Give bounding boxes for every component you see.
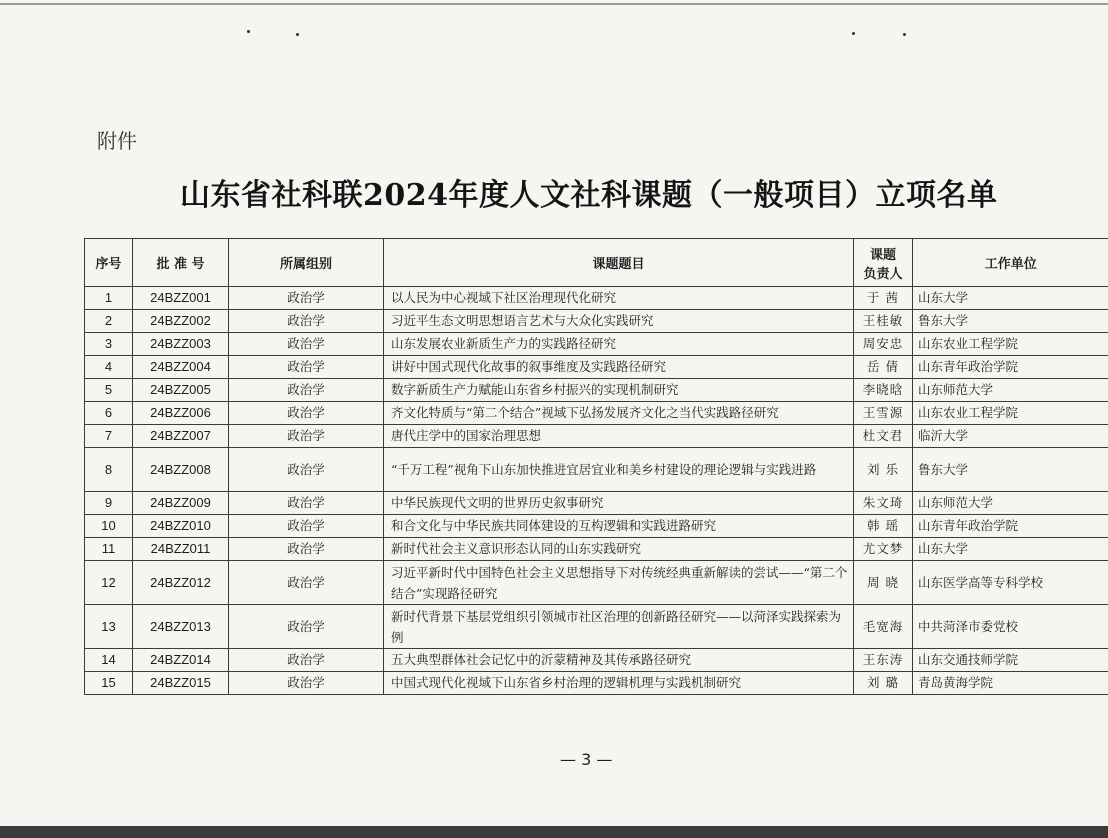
row-seq: 7 bbox=[85, 425, 133, 448]
row-leader: 李晓晗 bbox=[854, 379, 913, 402]
document-title: 山东省社科联2024年度人文社科课题（一般项目）立项名单 bbox=[180, 178, 998, 213]
row-code: 24BZZ014 bbox=[133, 649, 229, 672]
row-unit: 山东师范大学 bbox=[913, 492, 1108, 515]
row-code: 24BZZ001 bbox=[133, 287, 229, 310]
row-code: 24BZZ015 bbox=[133, 672, 229, 695]
row-unit: 鲁东大学 bbox=[913, 448, 1108, 492]
table-row bbox=[85, 649, 1108, 672]
row-group: 政治学 bbox=[229, 448, 384, 492]
header-topic: 课题题目 bbox=[384, 239, 854, 287]
row-seq: 8 bbox=[85, 448, 133, 492]
header-code: 批 准 号 bbox=[133, 239, 229, 287]
row-group: 政治学 bbox=[229, 649, 384, 672]
table-row bbox=[85, 561, 1108, 605]
scan-bottom-edge bbox=[0, 826, 1108, 838]
attachment-label: 附件 bbox=[97, 129, 137, 153]
row-code: 24BZZ012 bbox=[133, 561, 229, 605]
row-unit: 中共菏泽市委党校 bbox=[913, 605, 1108, 649]
row-seq: 13 bbox=[85, 605, 133, 649]
row-seq: 11 bbox=[85, 538, 133, 561]
table-row bbox=[85, 379, 1108, 402]
row-unit: 山东青年政治学院 bbox=[913, 356, 1108, 379]
row-seq: 6 bbox=[85, 402, 133, 425]
row-code: 24BZZ002 bbox=[133, 310, 229, 333]
row-seq: 3 bbox=[85, 333, 133, 356]
row-group: 政治学 bbox=[229, 425, 384, 448]
row-unit: 山东交通技师学院 bbox=[913, 649, 1108, 672]
table-row bbox=[85, 515, 1108, 538]
row-topic: 讲好中国式现代化故事的叙事维度及实践路径研究 bbox=[384, 356, 854, 379]
page-number: — 3 — bbox=[560, 750, 613, 769]
row-unit: 临沂大学 bbox=[913, 425, 1108, 448]
row-leader: 尤文梦 bbox=[854, 538, 913, 561]
row-leader: 王东涛 bbox=[854, 649, 913, 672]
table-row bbox=[85, 356, 1108, 379]
row-group: 政治学 bbox=[229, 515, 384, 538]
row-group: 政治学 bbox=[229, 672, 384, 695]
row-unit: 山东农业工程学院 bbox=[913, 333, 1108, 356]
row-topic: 中国式现代化视域下山东省乡村治理的逻辑机理与实践机制研究 bbox=[384, 672, 854, 695]
project-list-table bbox=[84, 238, 1108, 695]
row-seq: 1 bbox=[85, 287, 133, 310]
row-unit: 山东大学 bbox=[913, 287, 1108, 310]
row-unit: 山东青年政治学院 bbox=[913, 515, 1108, 538]
row-group: 政治学 bbox=[229, 605, 384, 649]
row-unit: 山东师范大学 bbox=[913, 379, 1108, 402]
row-group: 政治学 bbox=[229, 356, 384, 379]
row-unit: 山东农业工程学院 bbox=[913, 402, 1108, 425]
row-unit: 鲁东大学 bbox=[913, 310, 1108, 333]
row-seq: 9 bbox=[85, 492, 133, 515]
row-group: 政治学 bbox=[229, 561, 384, 605]
scan-top-edge bbox=[0, 3, 1108, 5]
table-row bbox=[85, 310, 1108, 333]
row-group: 政治学 bbox=[229, 287, 384, 310]
row-code: 24BZZ009 bbox=[133, 492, 229, 515]
row-leader: 杜文君 bbox=[854, 425, 913, 448]
row-group: 政治学 bbox=[229, 379, 384, 402]
row-group: 政治学 bbox=[229, 333, 384, 356]
row-leader: 王桂敏 bbox=[854, 310, 913, 333]
row-topic: 新时代背景下基层党组织引领城市社区治理的创新路径研究——以菏泽实践探索为例 bbox=[384, 605, 854, 649]
scan-speck bbox=[852, 32, 855, 35]
row-code: 24BZZ004 bbox=[133, 356, 229, 379]
row-topic: “千万工程”视角下山东加快推进宜居宜业和美乡村建设的理论逻辑与实践进路 bbox=[384, 448, 854, 492]
row-group: 政治学 bbox=[229, 402, 384, 425]
row-leader: 周安忠 bbox=[854, 333, 913, 356]
row-group: 政治学 bbox=[229, 538, 384, 561]
row-topic: 齐文化特质与“第二个结合”视域下弘扬发展齐文化之当代实践路径研究 bbox=[384, 402, 854, 425]
table-row bbox=[85, 492, 1108, 515]
row-topic: 和合文化与中华民族共同体建设的互构逻辑和实践进路研究 bbox=[384, 515, 854, 538]
row-seq: 5 bbox=[85, 379, 133, 402]
header-seq: 序号 bbox=[85, 239, 133, 287]
row-leader: 刘 璐 bbox=[854, 672, 913, 695]
row-code: 24BZZ008 bbox=[133, 448, 229, 492]
row-topic: 五大典型群体社会记忆中的沂蒙精神及其传承路径研究 bbox=[384, 649, 854, 672]
row-topic: 习近平新时代中国特色社会主义思想指导下对传统经典重新解读的尝试——“第二个结合”实现路径研究 bbox=[384, 561, 854, 605]
row-seq: 14 bbox=[85, 649, 133, 672]
row-unit: 山东大学 bbox=[913, 538, 1108, 561]
row-code: 24BZZ006 bbox=[133, 402, 229, 425]
row-topic: 习近平生态文明思想语言艺术与大众化实践研究 bbox=[384, 310, 854, 333]
table-header-row bbox=[85, 239, 1108, 287]
row-seq: 10 bbox=[85, 515, 133, 538]
scan-speck bbox=[903, 33, 906, 36]
table-row bbox=[85, 605, 1108, 649]
row-seq: 2 bbox=[85, 310, 133, 333]
table-row bbox=[85, 333, 1108, 356]
row-topic: 唐代庄学中的国家治理思想 bbox=[384, 425, 854, 448]
header-leader-line2: 负责人 bbox=[863, 266, 903, 282]
row-leader: 毛宽海 bbox=[854, 605, 913, 649]
row-leader: 韩 瑶 bbox=[854, 515, 913, 538]
row-seq: 12 bbox=[85, 561, 133, 605]
row-leader: 王雪源 bbox=[854, 402, 913, 425]
table-row bbox=[85, 672, 1108, 695]
row-topic: 山东发展农业新质生产力的实践路径研究 bbox=[384, 333, 854, 356]
row-topic: 新时代社会主义意识形态认同的山东实践研究 bbox=[384, 538, 854, 561]
header-group: 所属组别 bbox=[229, 239, 384, 287]
table-row bbox=[85, 538, 1108, 561]
row-leader: 朱文琦 bbox=[854, 492, 913, 515]
header-unit: 工作单位 bbox=[913, 239, 1108, 287]
row-leader: 周 晓 bbox=[854, 561, 913, 605]
scan-speck bbox=[296, 33, 299, 36]
table-row bbox=[85, 287, 1108, 310]
row-group: 政治学 bbox=[229, 492, 384, 515]
scan-speck bbox=[247, 30, 250, 33]
row-code: 24BZZ003 bbox=[133, 333, 229, 356]
header-leader bbox=[854, 239, 913, 287]
row-leader: 于 茜 bbox=[854, 287, 913, 310]
table-row bbox=[85, 448, 1108, 492]
row-topic: 以人民为中心视域下社区治理现代化研究 bbox=[384, 287, 854, 310]
row-code: 24BZZ005 bbox=[133, 379, 229, 402]
table-row bbox=[85, 425, 1108, 448]
row-seq: 4 bbox=[85, 356, 133, 379]
row-group: 政治学 bbox=[229, 310, 384, 333]
row-code: 24BZZ013 bbox=[133, 605, 229, 649]
row-code: 24BZZ007 bbox=[133, 425, 229, 448]
row-leader: 刘 乐 bbox=[854, 448, 913, 492]
row-code: 24BZZ011 bbox=[133, 538, 229, 561]
row-topic: 中华民族现代文明的世界历史叙事研究 bbox=[384, 492, 854, 515]
row-unit: 青岛黄海学院 bbox=[913, 672, 1108, 695]
row-code: 24BZZ010 bbox=[133, 515, 229, 538]
row-unit: 山东医学高等专科学校 bbox=[913, 561, 1108, 605]
table-row bbox=[85, 402, 1108, 425]
header-leader-line1: 课题 bbox=[869, 247, 896, 263]
row-seq: 15 bbox=[85, 672, 133, 695]
row-leader: 岳 倩 bbox=[854, 356, 913, 379]
row-topic: 数字新质生产力赋能山东省乡村振兴的实现机制研究 bbox=[384, 379, 854, 402]
